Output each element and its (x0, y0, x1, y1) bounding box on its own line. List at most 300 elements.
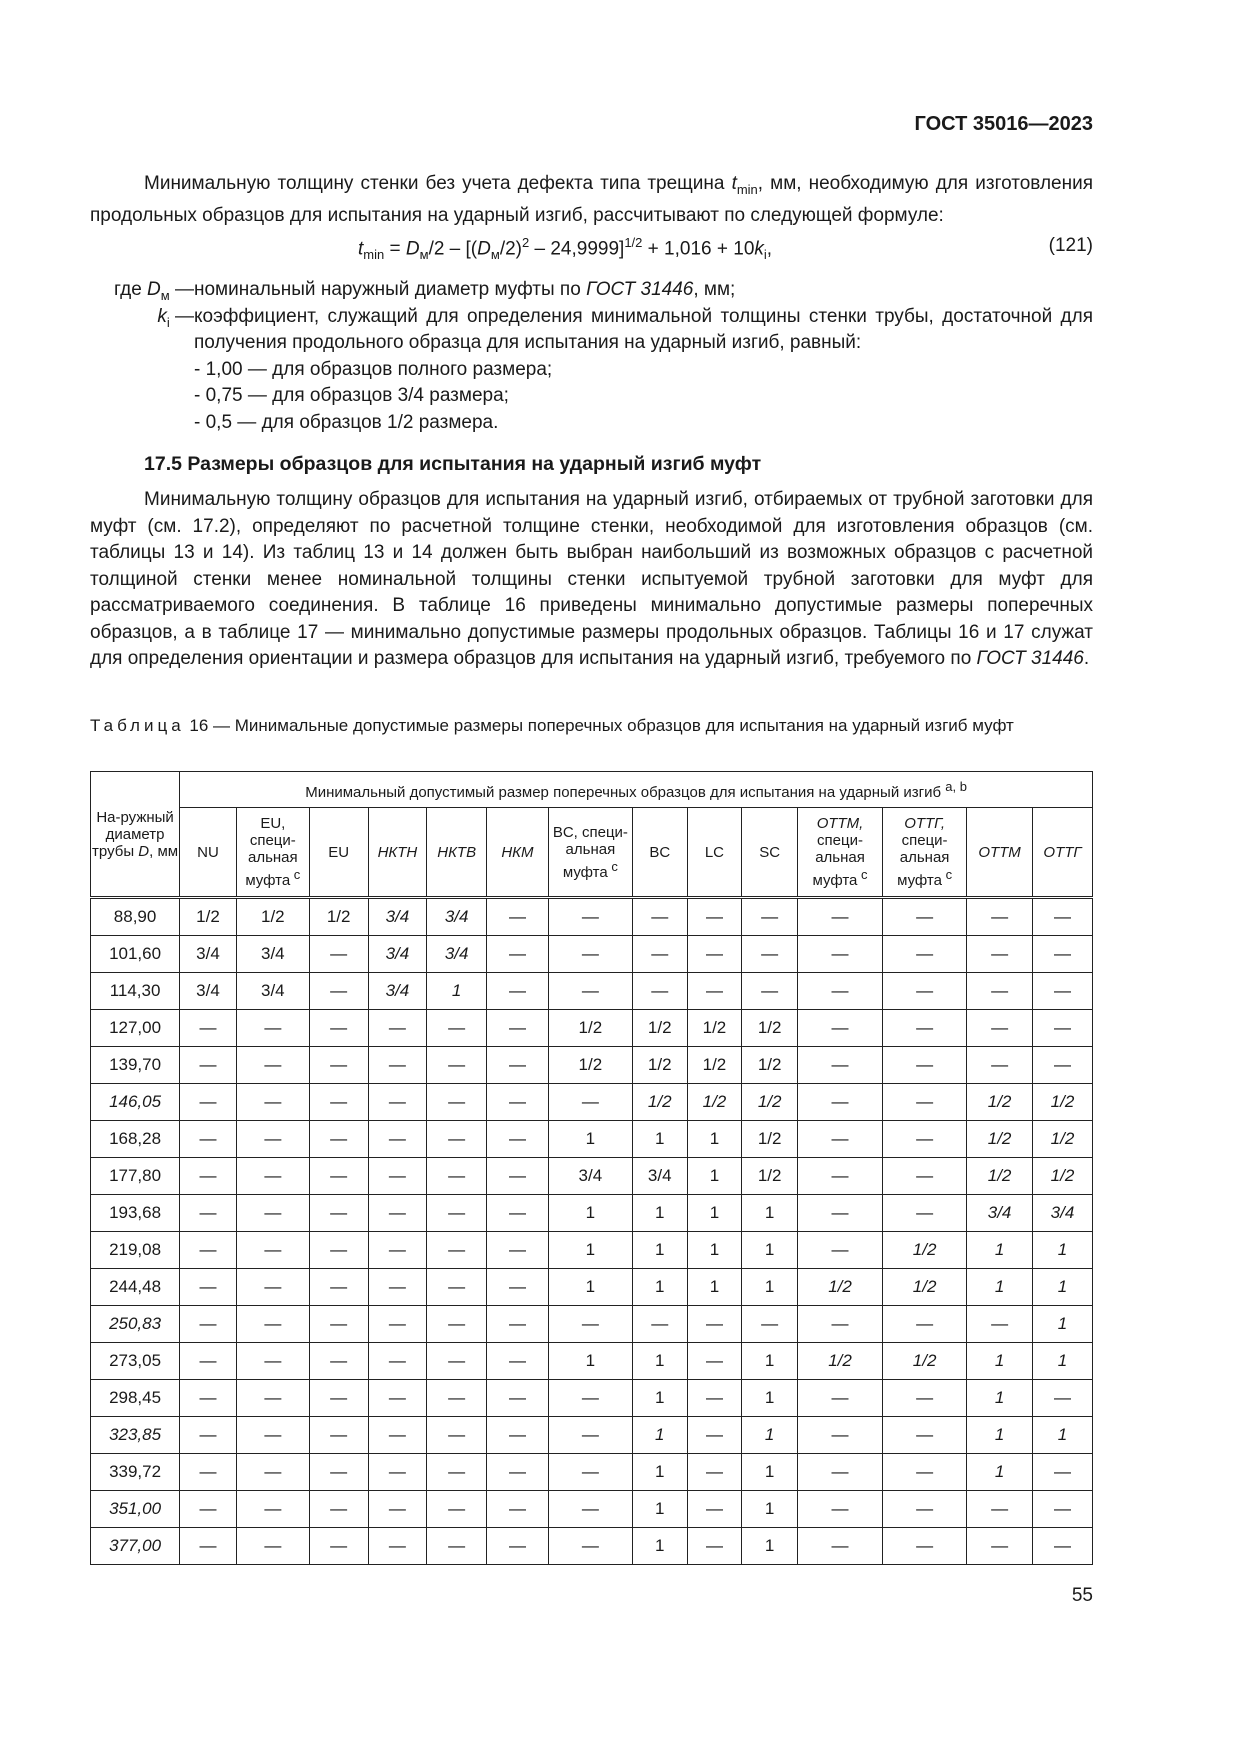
value-cell: — (180, 1084, 237, 1121)
col-header: NU (180, 808, 237, 898)
value-cell: — (632, 898, 687, 936)
diameter-cell: 193,68 (91, 1195, 180, 1232)
value-cell: — (309, 1343, 368, 1380)
value-cell: — (967, 1491, 1033, 1528)
value-cell: 1 (687, 1269, 742, 1306)
value-cell: — (1032, 1454, 1092, 1491)
table-row (91, 1195, 1093, 1232)
col-header: OTTM (967, 808, 1033, 898)
value-cell: — (487, 973, 549, 1010)
value-cell: 1 (742, 1491, 798, 1528)
value-cell: — (797, 1491, 882, 1528)
value-cell: — (487, 1306, 549, 1343)
value-cell: — (180, 1047, 237, 1084)
value-cell: — (687, 1417, 742, 1454)
value-cell: — (797, 1121, 882, 1158)
value-cell: — (883, 1417, 967, 1454)
value-cell: — (742, 973, 798, 1010)
table-row (91, 1343, 1093, 1380)
value-cell: — (797, 1454, 882, 1491)
value-cell: 1 (742, 1528, 798, 1565)
value-cell: — (368, 1047, 427, 1084)
diameter-cell: 101,60 (91, 936, 180, 973)
value-cell: — (797, 1306, 882, 1343)
col-header: BC (632, 808, 687, 898)
col-header: OTTГ (1032, 808, 1092, 898)
value-cell: — (883, 1084, 967, 1121)
value-cell: 1 (967, 1343, 1033, 1380)
value-cell: 1 (687, 1158, 742, 1195)
value-cell: — (548, 1528, 632, 1565)
value-cell: — (742, 936, 798, 973)
value-cell: — (1032, 1528, 1092, 1565)
value-cell: 1/2 (236, 898, 309, 936)
value-cell: 1 (548, 1121, 632, 1158)
value-cell: — (1032, 973, 1092, 1010)
col-header: НКМ (487, 808, 549, 898)
value-cell: 1 (548, 1195, 632, 1232)
value-cell: — (427, 1417, 487, 1454)
value-cell: 1/2 (742, 1047, 798, 1084)
value-cell: 1/2 (687, 1084, 742, 1121)
value-cell: — (236, 1121, 309, 1158)
value-cell: — (967, 1010, 1033, 1047)
value-cell: 1 (742, 1417, 798, 1454)
value-cell: 1/2 (1032, 1158, 1092, 1195)
value-cell: — (180, 1306, 237, 1343)
value-cell: — (487, 1454, 549, 1491)
value-cell: 1 (967, 1417, 1033, 1454)
value-cell: — (1032, 898, 1092, 936)
value-cell: — (487, 1269, 549, 1306)
value-cell: — (427, 1232, 487, 1269)
value-cell: — (797, 1232, 882, 1269)
value-cell: — (180, 1528, 237, 1565)
value-cell: — (687, 936, 742, 973)
value-cell: 1/2 (883, 1232, 967, 1269)
value-cell: — (487, 1491, 549, 1528)
value-cell: — (967, 973, 1033, 1010)
value-cell: — (180, 1232, 237, 1269)
value-cell: — (427, 1269, 487, 1306)
table-caption: Таблица 16 — Минимальные допустимые размеры поперечных образцов для испытания на ударный изгиб муфт (90, 716, 1014, 735)
col-header: НКТН (368, 808, 427, 898)
value-cell: — (487, 1047, 549, 1084)
value-cell: — (487, 1380, 549, 1417)
value-cell: — (368, 1084, 427, 1121)
value-cell: 1/2 (632, 1047, 687, 1084)
group-header: Минимальный допустимый размер поперечных образцов для испытания на ударный изгиб $^{a, b}$ (180, 772, 1093, 808)
value-cell: — (1032, 1491, 1092, 1528)
value-cell: — (180, 1417, 237, 1454)
value-cell: 1/2 (687, 1047, 742, 1084)
value-cell: — (427, 1084, 487, 1121)
value-cell: 3/4 (236, 973, 309, 1010)
value-cell: — (687, 1454, 742, 1491)
value-cell: 3/4 (368, 973, 427, 1010)
value-cell: 1 (548, 1269, 632, 1306)
table-row (91, 1417, 1093, 1454)
value-cell: 1 (632, 1269, 687, 1306)
value-cell: — (967, 1047, 1033, 1084)
value-cell: — (236, 1232, 309, 1269)
value-cell: — (427, 1010, 487, 1047)
value-cell: 1/2 (632, 1010, 687, 1047)
value-cell: — (236, 1269, 309, 1306)
value-cell: 1/2 (687, 1010, 742, 1047)
value-cell: 1 (1032, 1232, 1092, 1269)
value-cell: 1 (967, 1454, 1033, 1491)
value-cell: — (967, 1306, 1033, 1343)
value-cell: 1 (1032, 1343, 1092, 1380)
value-cell: — (236, 1306, 309, 1343)
value-cell: — (309, 1084, 368, 1121)
value-cell: — (487, 936, 549, 973)
value-cell: 1 (967, 1269, 1033, 1306)
value-cell: 3/4 (368, 898, 427, 936)
value-cell: 1/2 (1032, 1084, 1092, 1121)
value-cell: 3/4 (1032, 1195, 1092, 1232)
value-cell: — (1032, 1047, 1092, 1084)
value-cell: — (1032, 936, 1092, 973)
value-cell: — (427, 1047, 487, 1084)
formula-number: (121) (1048, 235, 1093, 256)
value-cell: — (309, 1010, 368, 1047)
value-cell: 1 (632, 1454, 687, 1491)
value-cell: — (368, 1343, 427, 1380)
diameter-cell: 298,45 (91, 1380, 180, 1417)
value-cell: — (309, 1380, 368, 1417)
table-row (91, 1232, 1093, 1269)
value-cell: 1 (687, 1232, 742, 1269)
value-cell: 1/2 (742, 1084, 798, 1121)
formula-legend: где $D_м$ — номинальный наружный диаметр муфты по ГОСТ 31446, мм; $k_i$ — коэффициент, служащий для определения минимальной толщины стенки трубы, достаточной для получения продольного образца для испытания на ударный изгиб, равный: - 1,00 — для образцов полного размера; - 0,75 — для образцов 3/4 размера; - 0,5 — для образцов 1/2 размера. (90, 277, 1093, 436)
value-cell: 1 (742, 1232, 798, 1269)
value-cell: 1 (632, 1528, 687, 1565)
value-cell: — (368, 1491, 427, 1528)
diameter-cell: 323,85 (91, 1417, 180, 1454)
value-cell: — (687, 1491, 742, 1528)
value-cell: 3/4 (427, 898, 487, 936)
value-cell: 1/2 (309, 898, 368, 936)
value-cell: 1 (548, 1232, 632, 1269)
value-cell: — (797, 1047, 882, 1084)
value-cell: — (236, 1195, 309, 1232)
value-cell: — (797, 898, 882, 936)
value-cell: — (368, 1306, 427, 1343)
col-header: EU (309, 808, 368, 898)
value-cell: 1 (687, 1195, 742, 1232)
value-cell: — (427, 1158, 487, 1195)
col-header: НКТВ (427, 808, 487, 898)
value-cell: — (632, 936, 687, 973)
value-cell: 3/4 (548, 1158, 632, 1195)
value-cell: 1/2 (883, 1269, 967, 1306)
value-cell: 1/2 (632, 1084, 687, 1121)
value-cell: 1 (1032, 1417, 1092, 1454)
col-header: EU, специ-альная муфта $^c$ (236, 808, 309, 898)
value-cell: — (427, 1195, 487, 1232)
value-cell: 1/2 (967, 1121, 1033, 1158)
value-cell: — (309, 936, 368, 973)
value-cell: — (632, 1306, 687, 1343)
value-cell: 1 (632, 1195, 687, 1232)
value-cell: — (883, 1380, 967, 1417)
formula-121: $t_{min} = D_м/2 - [(D_м/2)^2 - 24,9999]^{1/2} + 1,016 + 10k_i$, (121) (358, 235, 1093, 263)
value-cell: — (797, 1084, 882, 1121)
value-cell: — (797, 973, 882, 1010)
value-cell: 3/4 (180, 973, 237, 1010)
value-cell: 1/2 (548, 1010, 632, 1047)
value-cell: — (368, 1121, 427, 1158)
value-cell: 1/2 (797, 1343, 882, 1380)
value-cell: — (487, 1158, 549, 1195)
value-cell: — (368, 1417, 427, 1454)
table-row (91, 898, 1093, 936)
value-cell: — (742, 898, 798, 936)
value-cell: 1 (742, 1269, 798, 1306)
value-cell: 3/4 (368, 936, 427, 973)
value-cell: — (427, 1528, 487, 1565)
value-cell: 1 (632, 1232, 687, 1269)
value-cell: 1 (742, 1195, 798, 1232)
value-cell: — (632, 973, 687, 1010)
value-cell: 1 (1032, 1306, 1092, 1343)
value-cell: — (180, 1343, 237, 1380)
value-cell: — (548, 1084, 632, 1121)
list-item: - 1,00 — для образцов полного размера; (194, 358, 553, 380)
diameter-cell: 127,00 (91, 1010, 180, 1047)
value-cell: — (180, 1195, 237, 1232)
value-cell: — (487, 1232, 549, 1269)
value-cell: — (883, 973, 967, 1010)
value-cell: — (427, 1454, 487, 1491)
table-row (91, 936, 1093, 973)
diameter-cell: 139,70 (91, 1047, 180, 1084)
value-cell: — (797, 1195, 882, 1232)
value-cell: — (967, 1528, 1033, 1565)
value-cell: 1 (967, 1380, 1033, 1417)
table-row (91, 1084, 1093, 1121)
table-row (91, 973, 1093, 1010)
value-cell: — (368, 1158, 427, 1195)
value-cell: — (548, 936, 632, 973)
value-cell: 1/2 (742, 1010, 798, 1047)
value-cell: — (427, 1343, 487, 1380)
value-cell: 1 (967, 1232, 1033, 1269)
value-cell: — (883, 1010, 967, 1047)
value-cell: — (883, 1491, 967, 1528)
value-cell: 1 (632, 1121, 687, 1158)
value-cell: — (548, 898, 632, 936)
intro-paragraph: Минимальную толщину стенки без учета дефекта типа трещина $t_{min}$, мм, необходимую для изготовления продольных образцов для испытания на ударный изгиб, рассчитывают по следующей формуле: (90, 173, 1093, 227)
value-cell: — (236, 1010, 309, 1047)
value-cell: — (687, 973, 742, 1010)
value-cell: 1/2 (180, 898, 237, 936)
value-cell: — (180, 1010, 237, 1047)
value-cell: — (687, 1343, 742, 1380)
value-cell: — (309, 1269, 368, 1306)
value-cell: — (309, 1232, 368, 1269)
value-cell: — (797, 1158, 882, 1195)
value-cell: — (548, 973, 632, 1010)
table-row (91, 1491, 1093, 1528)
value-cell: 1 (427, 973, 487, 1010)
diameter-cell: 114,30 (91, 973, 180, 1010)
value-cell: — (236, 1528, 309, 1565)
value-cell: — (487, 1084, 549, 1121)
list-item: - 0,5 — для образцов 1/2 размера. (194, 411, 499, 433)
value-cell: — (687, 1306, 742, 1343)
value-cell: 1/2 (742, 1121, 798, 1158)
value-cell: — (883, 898, 967, 936)
value-cell: — (1032, 1380, 1092, 1417)
value-cell: — (487, 1343, 549, 1380)
col-header: BC, специ-альная муфта $^c$ (548, 808, 632, 898)
col-header: SC (742, 808, 798, 898)
value-cell: — (487, 898, 549, 936)
value-cell: — (309, 1491, 368, 1528)
value-cell: — (487, 1417, 549, 1454)
value-cell: 1 (632, 1380, 687, 1417)
diameter-cell: 273,05 (91, 1343, 180, 1380)
value-cell: — (309, 1306, 368, 1343)
value-cell: — (487, 1010, 549, 1047)
table-row (91, 1454, 1093, 1491)
table-row (91, 1528, 1093, 1565)
value-cell: — (309, 1121, 368, 1158)
value-cell: — (309, 1047, 368, 1084)
value-cell: — (368, 1454, 427, 1491)
value-cell: — (687, 1528, 742, 1565)
value-cell: 1 (742, 1454, 798, 1491)
value-cell: — (487, 1528, 549, 1565)
value-cell: 1 (742, 1380, 798, 1417)
section-paragraph: Минимальную толщину образцов для испытания на ударный изгиб, отбираемых от трубной заготовки для муфт (см. 17.2), определяют по расчетной толщине стенки, необходимой для изготовления образцов (см. таблицы 13 и 14). Из таблиц 13 и 14 должен быть выбран наибольший из возможных образцов с расчетной толщиной стенки менее номинальной толщины стенки испытуемой трубной заготовки для муфт для рассматриваемого соединения. В таблице 16 приведены минимально допустимые размеры поперечных образцов, а в таблице 17 — минимально допустимые размеры продольных образцов. Таблицы 16 и 17 служат для определения ориентации и размера образцов для испытания на ударный изгиб, требуемого по ГОСТ 31446. (90, 489, 1093, 669)
value-cell: — (687, 898, 742, 936)
value-cell: 1/2 (797, 1269, 882, 1306)
value-cell: — (548, 1417, 632, 1454)
diameter-cell: 244,48 (91, 1269, 180, 1306)
value-cell: — (548, 1491, 632, 1528)
value-cell: — (368, 1010, 427, 1047)
table-row (91, 1269, 1093, 1306)
diameter-cell: 146,05 (91, 1084, 180, 1121)
value-cell: — (180, 1269, 237, 1306)
table-row (91, 1158, 1093, 1195)
k-values-list (194, 357, 1093, 437)
value-cell: — (883, 1047, 967, 1084)
value-cell: — (487, 1195, 549, 1232)
value-cell: — (368, 1195, 427, 1232)
value-cell: — (797, 936, 882, 973)
table-row (91, 1047, 1093, 1084)
col-header: OTTM, специ-альная муфта $^c$ (797, 808, 882, 898)
value-cell: 1/2 (742, 1158, 798, 1195)
value-cell: — (309, 973, 368, 1010)
value-cell: 1 (687, 1121, 742, 1158)
value-cell: — (236, 1084, 309, 1121)
value-cell: — (548, 1380, 632, 1417)
value-cell: — (309, 1417, 368, 1454)
table-row (91, 1306, 1093, 1343)
value-cell: — (368, 1232, 427, 1269)
value-cell: — (967, 898, 1033, 936)
table-row (91, 1121, 1093, 1158)
value-cell: — (797, 1010, 882, 1047)
value-cell: 3/4 (427, 936, 487, 973)
value-cell: — (236, 1380, 309, 1417)
value-cell: — (309, 1158, 368, 1195)
diameter-cell: 168,28 (91, 1121, 180, 1158)
value-cell: — (797, 1380, 882, 1417)
value-cell: 1 (632, 1491, 687, 1528)
section-heading: 17.5 Размеры образцов для испытания на ударный изгиб муфт (144, 453, 762, 475)
value-cell: — (309, 1454, 368, 1491)
diameter-cell: 339,72 (91, 1454, 180, 1491)
value-cell: — (883, 1306, 967, 1343)
diameter-cell: 351,00 (91, 1491, 180, 1528)
value-cell: — (883, 1528, 967, 1565)
value-cell: — (236, 1417, 309, 1454)
value-cell: — (797, 1417, 882, 1454)
value-cell: 1 (632, 1343, 687, 1380)
diameter-cell: 177,80 (91, 1158, 180, 1195)
value-cell: — (427, 1491, 487, 1528)
value-cell: 1/2 (883, 1343, 967, 1380)
value-cell: — (236, 1491, 309, 1528)
col-header: LC (687, 808, 742, 898)
value-cell: — (742, 1306, 798, 1343)
value-cell: — (548, 1454, 632, 1491)
value-cell: — (309, 1528, 368, 1565)
value-cell: — (883, 936, 967, 973)
value-cell: — (368, 1528, 427, 1565)
value-cell: — (180, 1454, 237, 1491)
table-16 (90, 771, 1093, 1565)
value-cell: — (368, 1269, 427, 1306)
page-number: 55 (1071, 1585, 1093, 1606)
value-cell: — (309, 1195, 368, 1232)
value-cell: — (180, 1380, 237, 1417)
value-cell: — (236, 1158, 309, 1195)
col-header-diameter: На-ружный диаметр трубы D, мм (91, 772, 180, 898)
value-cell: 1 (632, 1417, 687, 1454)
value-cell: 1 (548, 1343, 632, 1380)
diameter-cell: 377,00 (91, 1528, 180, 1565)
list-item: - 0,75 — для образцов 3/4 размера; (194, 385, 509, 406)
diameter-cell: 88,90 (91, 898, 180, 936)
diameter-cell: 219,08 (91, 1232, 180, 1269)
value-cell: — (883, 1158, 967, 1195)
value-cell: 1 (1032, 1269, 1092, 1306)
document-code: ГОСТ 35016—2023 (914, 113, 1093, 135)
value-cell: — (180, 1491, 237, 1528)
table-row (91, 1010, 1093, 1047)
value-cell: — (180, 1121, 237, 1158)
value-cell: — (687, 1380, 742, 1417)
value-cell: — (967, 936, 1033, 973)
value-cell: — (368, 1380, 427, 1417)
value-cell: 1/2 (548, 1047, 632, 1084)
value-cell: — (236, 1343, 309, 1380)
value-cell: — (548, 1306, 632, 1343)
table-row (91, 1380, 1093, 1417)
value-cell: — (883, 1195, 967, 1232)
value-cell: 3/4 (236, 936, 309, 973)
value-cell: — (883, 1121, 967, 1158)
value-cell: — (236, 1047, 309, 1084)
